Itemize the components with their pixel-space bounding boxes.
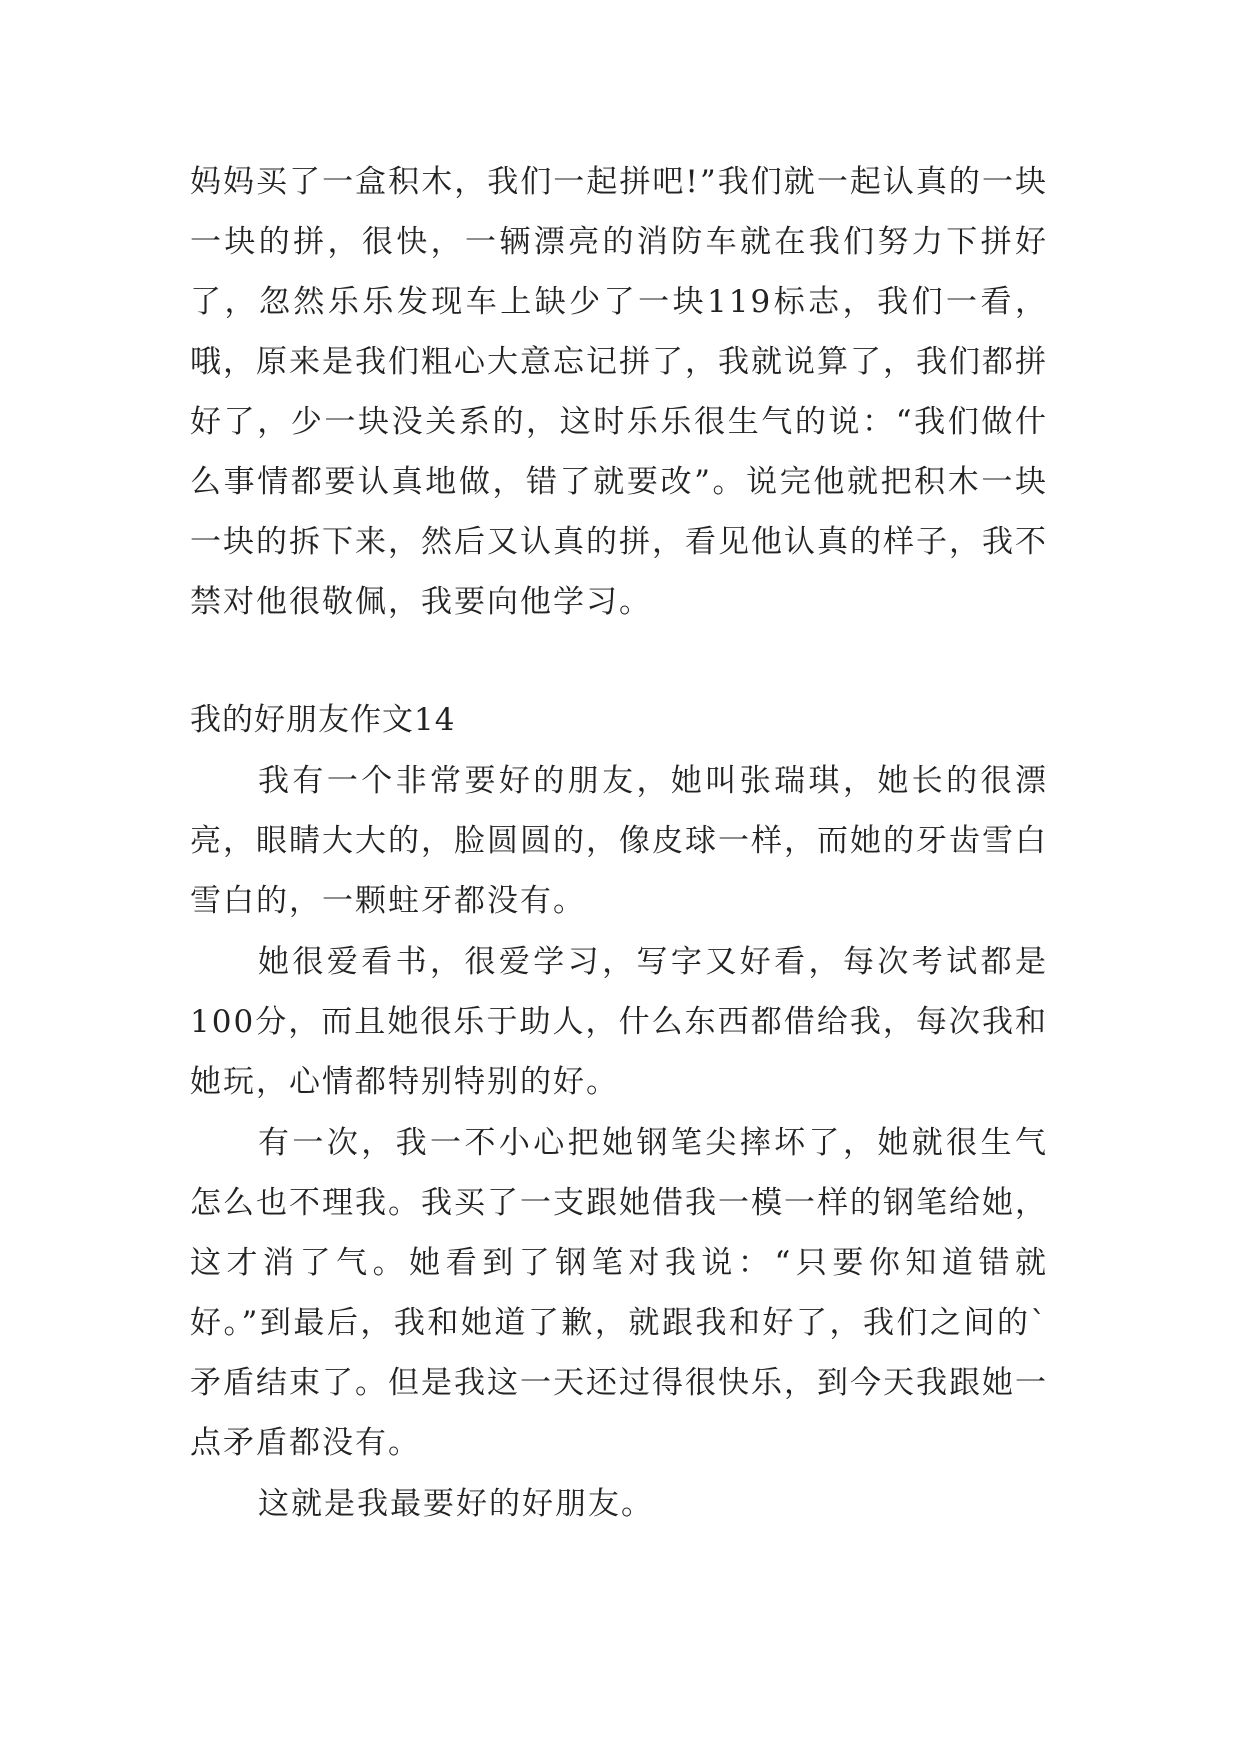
- continuation-paragraph: 妈妈买了一盒积木，我们一起拼吧!”我们就一起认真的一块一块的拼，很快，一辆漂亮的消防车就在我们努力下拼好了，忽然乐乐发现车上缺少了一块119标志，我们一看，哦，原来是我们粗心大意忘记拼了，我就说算了，我们都拼好了，少一块没关系的，这时乐乐很生气的说：“我们做什么事情都要认真地做，错了就要改”。说完他就把积木一块一块的拆下来，然后又认真的拼，看见他认真的样子，我不禁对他很敬佩，我要向他学习。: [190, 164, 1048, 620]
- document-body: [190, 152, 1048, 1534]
- body-paragraph-4: 这就是我最要好的好朋友。: [258, 1486, 654, 1522]
- body-paragraph-2: 她很爱看书，很爱学习，写字又好看，每次考试都是100分，而且她很乐于助人，什么东西都借给我，每次我和她玩，心情都特别特别的好。: [190, 944, 1048, 1100]
- essay-title: 我的好朋友作文14: [190, 702, 456, 738]
- body-paragraph-3: 有一次，我一不小心把她钢笔尖摔坏了，她就很生气怎么也不理我。我买了一支跟她借我一模一样的钢笔给她，这才消了气。她看到了钢笔对我说：“只要你知道错就好。”到最后，我和她道了歉，就跟我和好了，我们之间的`矛盾结束了。但是我这一天还过得很快乐，到今天我跟她一点矛盾都没有。: [190, 1125, 1048, 1461]
- body-paragraph-1: 我有一个非常要好的朋友，她叫张瑞琪，她长的很漂亮，眼睛大大的，脸圆圆的，像皮球一样，而她的牙齿雪白雪白的，一颗蛀牙都没有。: [190, 763, 1048, 919]
